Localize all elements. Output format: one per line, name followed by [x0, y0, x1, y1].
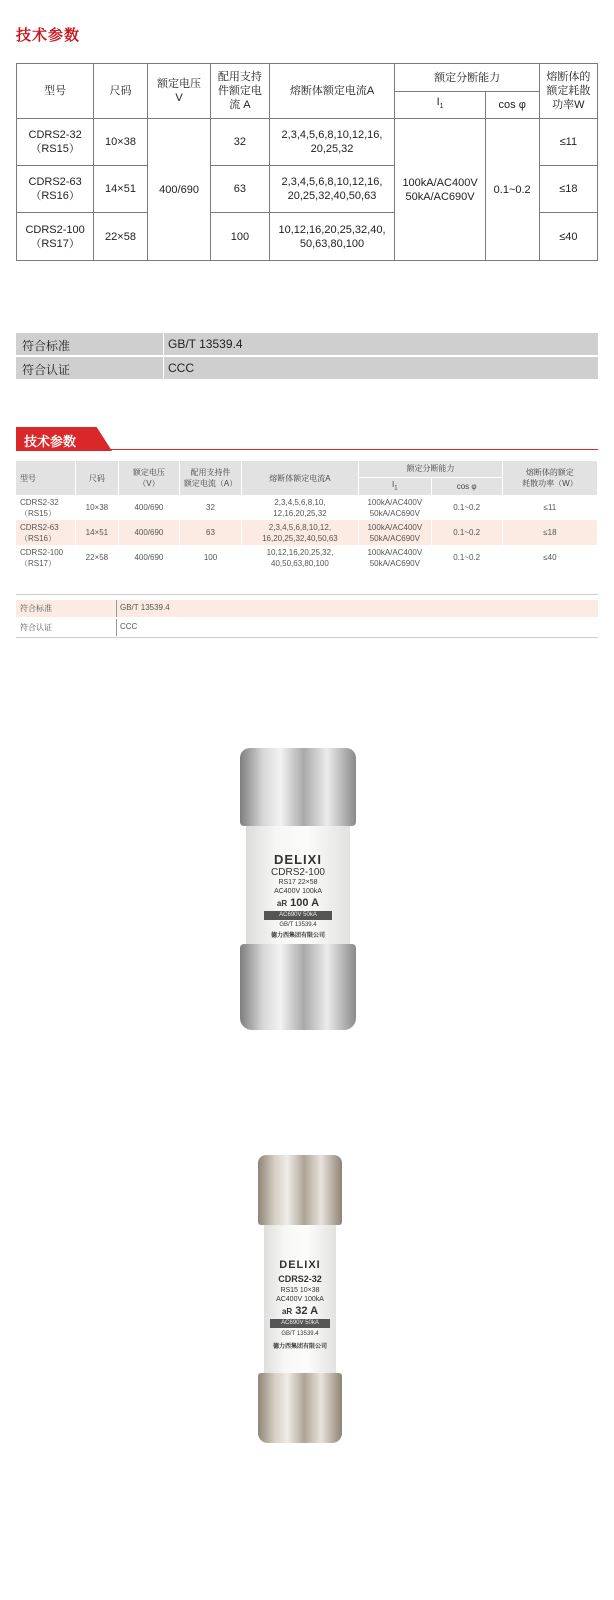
product-rating-band: AC690V 50kA — [264, 911, 332, 920]
product-model: CDRS2-100 — [271, 867, 325, 878]
cell-breaking: 100kA/AC400V 50kA/AC690V — [395, 119, 485, 261]
header-power: 熔断体的 额定耗散 功率W — [539, 64, 597, 119]
standard-row — [16, 333, 598, 355]
standard-value: GB/T 13539.4 — [168, 337, 243, 351]
cell-cos: 0.1~0.2 — [485, 119, 539, 261]
cell-fuse-current: 2,3,4,5,6,8,10,12, 16,20,25,32,40,50,63 — [241, 520, 358, 545]
table-row — [16, 495, 598, 520]
spec-table-2 — [16, 461, 598, 570]
spec-table — [16, 63, 598, 261]
product-spec-size: RS15 10×38 — [280, 1287, 320, 1294]
header-fuse-current: 熔断体额定电流A — [241, 461, 358, 495]
product-spec-voltage: AC400V 100kA — [276, 1296, 324, 1303]
table-row — [17, 119, 598, 166]
certification-label: 符合认证 — [20, 623, 52, 632]
cell-fuse-current: 2,3,4,5,6,8,10,12,16, 20,25,32,40,50,63 — [269, 166, 395, 213]
banner-line — [106, 449, 598, 450]
cell-support: 32 — [180, 495, 241, 520]
cell-fuse-current: 10,12,16,20,25,32, 40,50,63,80,100 — [241, 545, 358, 570]
cell-power: ≤11 — [539, 119, 597, 166]
cell-support: 63 — [180, 520, 241, 545]
header-support-current: 配用支持 件额定电 流 A — [211, 64, 269, 119]
cell-cos: 0.1~0.2 — [431, 495, 502, 520]
fuse-top-cap — [258, 1155, 342, 1225]
cell-voltage: 400/690 — [147, 119, 211, 261]
certification-value: CCC — [168, 361, 194, 375]
cell-fuse-current: 2,3,4,5,6,8,10,12,16, 20,25,32 — [269, 119, 395, 166]
product-spec-voltage: AC400V 100kA — [274, 888, 322, 895]
header-power: 熔断体的额定 耗散功率（W） — [502, 461, 597, 495]
cell-breaking: 100kA/AC400V 50kA/AC690V — [359, 545, 431, 570]
cell-voltage: 400/690 — [118, 495, 180, 520]
cell-cos: 0.1~0.2 — [431, 545, 502, 570]
cell-fuse-current: 2,3,4,5,6,8,10, 12,16,20,25,32 — [241, 495, 358, 520]
section-title: 技术参数 — [16, 27, 81, 44]
standard-label: 符合标准 — [22, 339, 71, 353]
table-row — [16, 545, 598, 570]
certification-label: 符合认证 — [22, 363, 71, 377]
header-i1: $I_1$ — [395, 92, 485, 119]
divider — [163, 357, 164, 379]
section-title-2: 技术参数 — [24, 434, 77, 449]
table-row — [16, 520, 598, 545]
cell-voltage: 400/690 — [118, 520, 180, 545]
cell-support: 32 — [211, 119, 269, 166]
header-model: 型号 — [16, 461, 76, 495]
product-rating-band: AC690V 50kA — [270, 1319, 330, 1328]
cell-size: 14×51 — [94, 166, 148, 213]
cell-power: ≤18 — [539, 166, 597, 213]
cell-voltage: 400/690 — [118, 545, 180, 570]
divider — [16, 594, 598, 595]
divider — [116, 600, 117, 617]
fuse-product-image-32 — [258, 1155, 342, 1443]
cell-breaking: 100kA/AC400V 50kA/AC690V — [359, 495, 431, 520]
cell-size: 14×51 — [76, 520, 118, 545]
standard-row — [16, 600, 598, 617]
cell-fuse-current: 10,12,16,20,25,32,40, 50,63,80,100 — [269, 213, 395, 261]
cell-support: 63 — [211, 166, 269, 213]
fuse-top-cap — [240, 748, 356, 826]
section-banner — [16, 427, 598, 451]
header-voltage: 额定电压 （V） — [118, 461, 180, 495]
standard-value: GB/T 13539.4 — [120, 603, 170, 612]
cell-model: CDRS2-63 （RS16） — [16, 520, 76, 545]
fuse-bottom-cap — [258, 1373, 342, 1443]
header-voltage: 额定电压 V — [147, 64, 211, 119]
header-cos: cos φ — [485, 92, 539, 119]
product-company: 德力西集团有限公司 — [270, 933, 325, 939]
divider — [163, 333, 164, 355]
header-breaking-capacity: 额定分断能力 — [395, 64, 539, 92]
divider — [16, 637, 598, 638]
cell-model: CDRS2-100 （RS17） — [17, 213, 94, 261]
header-cos: cos φ — [431, 477, 502, 495]
header-model: 型号 — [17, 64, 94, 119]
product-rating: aR 100 A — [276, 897, 320, 909]
cell-model: CDRS2-32 （RS15） — [16, 495, 76, 520]
cell-power: ≤40 — [502, 545, 597, 570]
cell-model: CDRS2-32 （RS15） — [17, 119, 94, 166]
header-support-current: 配用支持件 额定电流（A） — [180, 461, 241, 495]
cell-support: 100 — [211, 213, 269, 261]
product-company: 德力西集团有限公司 — [272, 1344, 327, 1350]
cell-support: 100 — [180, 545, 241, 570]
fuse-bottom-cap — [240, 944, 356, 1030]
header-size: 尺码 — [94, 64, 148, 119]
brand-logo: DELIXI — [279, 1259, 321, 1271]
brand-logo: DELIXI — [274, 852, 322, 867]
header-breaking-capacity: 额定分断能力 — [359, 461, 503, 477]
product-standard: GB/T 13539.4 — [281, 1331, 319, 1337]
cell-cos: 0.1~0.2 — [431, 520, 502, 545]
product-standard: GB/T 13539.4 — [279, 922, 317, 928]
header-i1: $I_1$ — [359, 477, 431, 495]
cell-size: 10×38 — [94, 119, 148, 166]
certification-row — [16, 357, 598, 379]
fuse-product-image-100 — [240, 748, 356, 1030]
product-spec-size: RS17 22×58 — [278, 879, 318, 886]
certification-row — [16, 619, 598, 636]
product-model: CDRS2-32 — [278, 1274, 322, 1284]
cell-size: 22×58 — [94, 213, 148, 261]
cell-power: ≤11 — [502, 495, 597, 520]
cell-power: ≤40 — [539, 213, 597, 261]
cell-size: 10×38 — [76, 495, 118, 520]
cell-power: ≤18 — [502, 520, 597, 545]
header-size: 尺码 — [76, 461, 118, 495]
product-rating: aR 32 A — [281, 1305, 319, 1317]
cell-size: 22×58 — [76, 545, 118, 570]
header-fuse-current: 熔断体额定电流A — [269, 64, 395, 119]
cell-model: CDRS2-100 （RS17） — [16, 545, 76, 570]
divider — [116, 619, 117, 636]
cell-model: CDRS2-63 （RS16） — [17, 166, 94, 213]
certification-value: CCC — [120, 622, 138, 631]
cell-breaking: 100kA/AC400V 50kA/AC690V — [359, 520, 431, 545]
standard-label: 符合标准 — [20, 604, 52, 613]
